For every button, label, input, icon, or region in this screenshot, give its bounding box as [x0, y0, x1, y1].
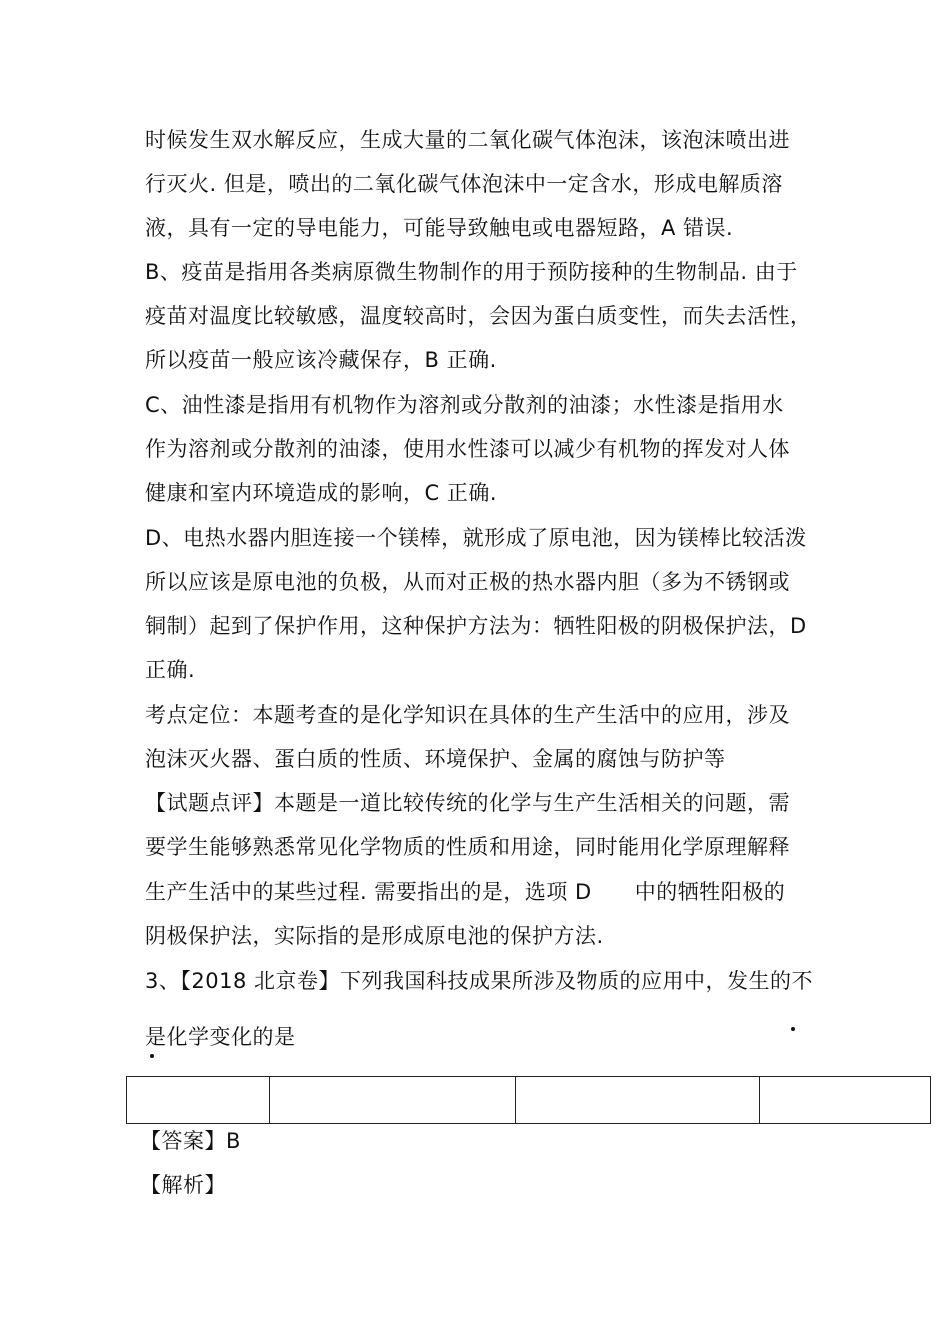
- table-row: [127, 1077, 931, 1124]
- question-3-stem-cont: 是化学变化的是: [145, 1025, 296, 1049]
- table-cell: [127, 1077, 270, 1124]
- emphasis-dot: [791, 1027, 795, 1031]
- text-line: B、疫苗是指用各类病原微生物制作的用于预防接种的生物制品. 由于: [145, 260, 798, 284]
- table-cell: [270, 1077, 516, 1124]
- text-line: 生产生活中的某些过程. 需要指出的是，选项 D 中的牺牲阳极的: [145, 880, 786, 904]
- text-line: 【试题点评】本题是一道比较传统的化学与生产生活相关的问题，需: [145, 791, 790, 815]
- text-line: 健康和室内环境造成的影响，C 正确.: [145, 481, 498, 505]
- analysis-label: 【解析】: [140, 1173, 226, 1197]
- text-line: 正确.: [145, 658, 196, 682]
- text-line: 泡沫灭火器、蛋白质的性质、环境保护、金属的腐蚀与防护等: [145, 747, 726, 771]
- text-line: 考点定位：本题考查的是化学知识在具体的生产生活中的应用，涉及: [145, 703, 790, 727]
- text-line: 所以应该是原电池的负极，从而对正极的热水器内胆（多为不锈钢或: [145, 570, 790, 594]
- text-line: 铜制）起到了保护作用，这种保护方法为：牺牲阳极的阴极保护法，D: [145, 614, 807, 638]
- text-line: 行灭火. 但是，喷出的二氧化碳气体泡沫中一定含水，形成电解质溶: [145, 172, 783, 196]
- emphasis-dot: [150, 1054, 154, 1058]
- text-line: 液，具有一定的导电能力，可能导致触电或电器短路，A 错误.: [145, 216, 734, 240]
- table-cell: [516, 1077, 760, 1124]
- text-line: 作为溶剂或分散剂的油漆，使用水性漆可以减少有机物的挥发对人体: [145, 437, 790, 461]
- text-line: 疫苗对温度比较敏感，温度较高时，会因为蛋白质变性，而失去活性，: [145, 304, 812, 328]
- table-cell: [760, 1077, 931, 1124]
- text-line: D、电热水器内胆连接一个镁棒，就形成了原电池，因为镁棒比较活泼: [145, 526, 807, 550]
- options-table: [126, 1076, 931, 1124]
- text-line: 要学生能够熟悉常见化学物质的性质和用途，同时能用化学原理解释: [145, 835, 790, 859]
- text-line: 所以疫苗一般应该冷藏保存，B 正确.: [145, 348, 497, 372]
- question-3-stem: 3、【2018 北京卷】下列我国科技成果所涉及物质的应用中，发生的不: [145, 969, 813, 993]
- text-line: 时候发生双水解反应，生成大量的二氧化碳气体泡沫，该泡沫喷出进: [145, 128, 790, 152]
- text-line: 阴极保护法，实际指的是形成原电池的保护方法.: [145, 924, 604, 948]
- answer-label: 【答案】B: [140, 1129, 241, 1153]
- text-line: C、油性漆是指用有机物作为溶剂或分散剂的油漆；水性漆是指用水: [145, 393, 784, 417]
